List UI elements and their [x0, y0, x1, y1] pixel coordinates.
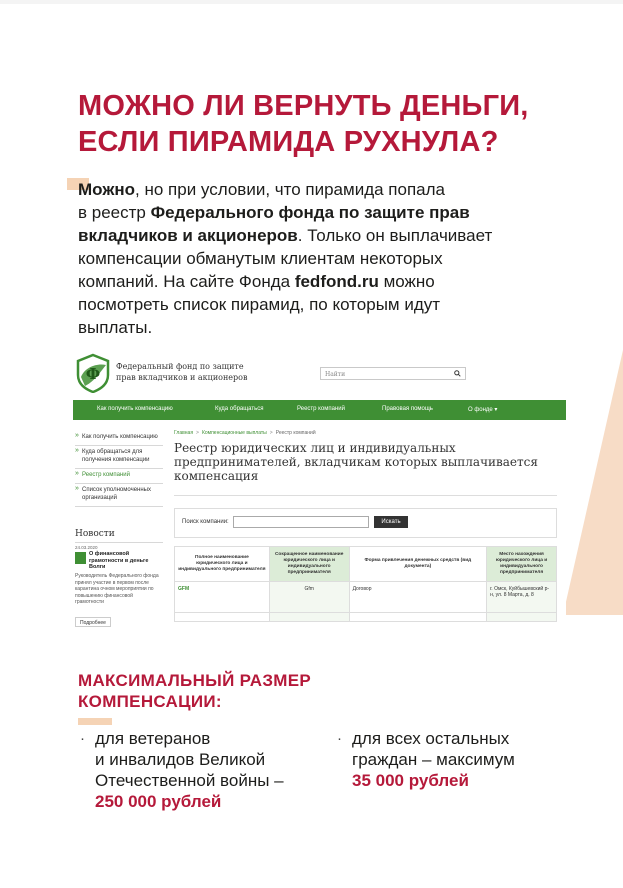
intro-line-5 — [78, 270, 518, 293]
nav-item[interactable]: Реестр компаний — [297, 406, 345, 412]
org-name-line-1: Федеральный фонд по защите — [116, 362, 244, 371]
company-search-label: Поиск компании: — [182, 519, 229, 525]
table-row — [175, 613, 557, 622]
veterans-column — [80, 728, 284, 812]
veterans-line-3: Отечественной войны – — [95, 771, 284, 790]
intro-bold-fund: Федерального фонда по защите прав — [150, 203, 470, 222]
breadcrumb: Главная > Компенсационные выплаты > Реестр компаний — [174, 430, 316, 436]
others-column — [337, 728, 515, 791]
company-search-button[interactable]: Искать — [374, 516, 408, 528]
site-search-input[interactable] — [320, 367, 466, 380]
others-line-1: для всех остальных — [352, 729, 510, 748]
heading-accent-bar — [78, 718, 112, 725]
news-title[interactable]: О финансовой грамотности в деньге Волги — [89, 551, 149, 570]
news-thumbnail[interactable] — [75, 552, 86, 564]
svg-text:Ф: Ф — [85, 365, 101, 383]
fedfond-link-text: fedfond.ru — [294, 272, 379, 291]
max-compensation-heading — [78, 670, 311, 712]
heading-divider — [174, 495, 557, 496]
site-sidebar — [75, 431, 163, 507]
intro-line-7: выплаты. — [78, 318, 153, 337]
breadcrumb-link[interactable]: Главная — [174, 430, 194, 436]
breadcrumb-current: Реестр компаний — [275, 430, 316, 436]
org-name-line-2: прав вкладчиков и акционеров — [116, 373, 248, 382]
table-header: Форма привлечения денежных средств (вид документа) — [349, 547, 486, 582]
table-cell: Договор — [349, 582, 486, 613]
table-row[interactable] — [175, 582, 557, 613]
intro-paragraph — [78, 178, 518, 339]
nav-item[interactable]: Как получить компенсацию — [97, 406, 173, 412]
sidebar-item-active[interactable]: » Реестр компаний — [75, 469, 163, 484]
bullet-icon: · — [80, 730, 85, 747]
table-cell: г. Омск, Куйбышевский р-н, ул. 8 Марта, д. 8 — [487, 582, 557, 613]
nav-item[interactable]: О фонде ▾ — [468, 407, 498, 413]
intro-text: можно — [378, 272, 435, 291]
nav-item[interactable]: Куда обращаться — [215, 406, 264, 412]
news-divider — [75, 542, 163, 543]
search-icon[interactable] — [454, 370, 461, 377]
site-nav-bar — [73, 400, 566, 420]
others-amount: 35 000 рублей — [352, 771, 469, 790]
others-line-2: граждан – максимум — [352, 750, 515, 769]
max-heading-line-1: МАКСИМАЛЬНЫЙ РАЗМЕР — [78, 671, 312, 690]
table-header-row — [175, 547, 557, 582]
intro-line-1 — [78, 178, 518, 201]
news-text: Руководитель Федерального фонда принял участие в первом после карантина очном мероприятии по повышению финансовой грамотности — [75, 573, 159, 605]
intro-line-2 — [78, 201, 518, 224]
fund-logo-icon — [75, 353, 111, 393]
title-line-2: ЕСЛИ ПИРАМИДА РУХНУЛА? — [78, 126, 499, 158]
max-heading-line-2: КОМПЕНСАЦИИ: — [78, 692, 222, 711]
news-date: 24.03.2020 — [75, 545, 98, 550]
search-placeholder: Найти — [325, 371, 346, 378]
table-header: Место нахождения юридического лица и индивидуального предпринимателя — [487, 547, 557, 582]
org-name — [116, 361, 247, 383]
veterans-amount: 250 000 рублей — [95, 792, 222, 811]
company-search-input[interactable] — [233, 516, 369, 528]
title-line-1: МОЖНО ЛИ ВЕРНУТЬ ДЕНЬГИ, — [78, 90, 529, 122]
intro-line-3 — [78, 224, 518, 247]
breadcrumb-link[interactable]: Компенсационные выплаты — [201, 430, 267, 436]
intro-line-4: компенсации обманутым клиентам некоторых — [78, 249, 443, 268]
intro-bold-fund-cont: вкладчиков и акционеров — [78, 226, 298, 245]
registry-heading: Реестр юридических лиц и индивидуальных предпринимателей, вкладчикам которых выплачивается компенсация — [174, 441, 538, 483]
veterans-line-1: для ветеранов — [95, 729, 211, 748]
intro-bold-yes: Можно — [78, 180, 136, 199]
table-cell: Gfm — [269, 582, 349, 613]
company-search-panel — [174, 508, 557, 538]
intro-line-6: посмотреть список пирамид, по которым идут — [78, 295, 441, 314]
sidebar-item[interactable]: » Список уполномоченных организаций — [75, 484, 163, 507]
table-header: Сокращенное наименование юридического лица и индивидуального предпринимателя — [269, 547, 349, 582]
bullet-icon: · — [337, 730, 342, 747]
intro-text: , но при условии, что пирамида попала — [135, 180, 445, 199]
table-header: Полное наименование юридического лица и индивидуального предпринимателя — [175, 547, 270, 582]
news-heading: Новости — [75, 529, 115, 539]
intro-text: компаний. На сайте Фонда — [78, 272, 295, 291]
sidebar-item[interactable]: » Как получить компенсацию — [75, 431, 163, 446]
nav-item[interactable]: Правовая помощь — [382, 406, 433, 412]
table-cell[interactable]: GFM — [175, 582, 270, 613]
intro-text: в реестр — [78, 203, 151, 222]
registry-table — [174, 546, 557, 622]
veterans-line-2: и инвалидов Великой — [95, 750, 266, 769]
intro-text: . Только он выплачивает — [297, 226, 493, 245]
top-rule — [0, 0, 623, 4]
more-button[interactable]: Подробнее — [75, 617, 111, 627]
sidebar-item[interactable]: » Куда обращаться для получения компенсации — [75, 446, 163, 469]
decorative-triangle — [563, 350, 623, 615]
fund-website-screenshot — [70, 345, 566, 630]
page-title — [78, 88, 598, 160]
